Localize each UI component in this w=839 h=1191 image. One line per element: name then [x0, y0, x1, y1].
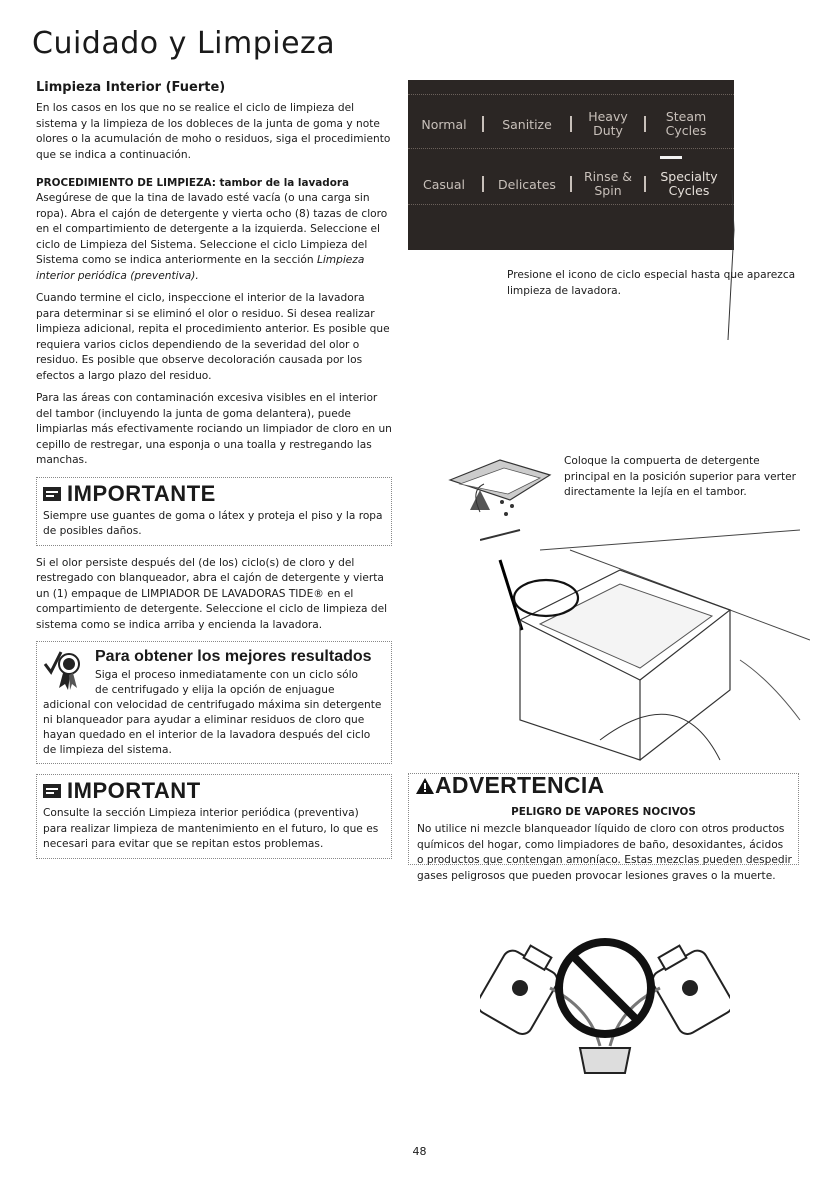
cycle-casual: Casual	[423, 177, 465, 192]
intro-paragraph: En los casos en los que no se realice el ciclo de limpieza del sistema y la limpieza de los dobleces de la junta de goma y note olores o la acumulación de moho o residuos, siga el procedimiento que se indica a continuación.	[36, 102, 391, 161]
cycle-separator	[482, 116, 484, 132]
warning-subtitle: PELIGRO DE VAPORES NOCIVOS	[511, 806, 696, 818]
best-line-2: de centrifugado y elija la opción de enjuague	[95, 684, 335, 696]
cycle-delicates: Delicates	[498, 177, 556, 192]
procedure-paragraph	[36, 191, 392, 284]
best-line-1: Siga el proceso inmediatamente con un ciclo sólo	[95, 669, 359, 681]
cycle-separator	[644, 176, 646, 192]
important-label-2: IMPORTANT	[67, 778, 201, 803]
panel-dotted-line	[408, 148, 734, 151]
page-number: 48	[412, 1145, 427, 1158]
cycle-sanitize: Sanitize	[502, 117, 552, 132]
important-label-1: IMPORTANTE	[67, 480, 216, 506]
important-header-2	[43, 778, 385, 804]
page-title: Cuidado y Limpieza	[32, 26, 336, 61]
panel-caption: Presione el icono de ciclo especial hasta que aparezca limpieza de lavadora.	[507, 269, 796, 297]
after-cycle-paragraph: Cuando termine el ciclo, inspeccione el interior de la lavadora para determinar si se eliminó el olor o residuo. Si desea realizar limpieza adicional, repita el procedimiento anterior. Es posible que requiera varios ciclos dependiendo de la severidad del olor o residuo. Es posible que observe decoloración causada por los efectos a largo plazo del residuo.	[36, 292, 390, 382]
section-heading: Limpieza Interior (Fuerte)	[36, 80, 226, 95]
panel-dotted-line	[408, 94, 734, 97]
cycle-separator	[570, 116, 572, 132]
important-text-2: Consulte la sección Limpieza interior periódica (preventiva) para realizar limpieza de mantenimiento en el futuro, lo que es necesari para evitar que se repitan estos problemas.	[43, 807, 379, 850]
warning-title-text: ADVERTENCIA	[435, 772, 605, 798]
warning-triangle-icon	[415, 777, 435, 795]
award-rosette-icon	[43, 646, 87, 692]
cycle-specialty: Specialty Cycles	[660, 169, 718, 198]
important-box-2	[36, 774, 392, 859]
procedure-reference: Limpieza interior periódica (preventiva).	[36, 254, 365, 282]
indicator-light	[660, 156, 682, 159]
procedure-heading: PROCEDIMIENTO DE LIMPIEZA: tambor de la lavadora	[36, 177, 349, 189]
cycle-separator	[644, 116, 646, 132]
important-text-1: Siempre use guantes de goma o látex y proteja el piso y la ropa de posibles daños.	[43, 509, 383, 537]
cycle-steam: Steam Cycles	[665, 109, 707, 138]
pointing-hand-icon	[43, 487, 61, 501]
left-column	[36, 80, 392, 869]
dispenser-flap-icon	[440, 450, 558, 530]
best-results-box	[36, 641, 392, 764]
cycle-heavy-duty: Heavy Duty	[588, 109, 628, 138]
cycle-normal: Normal	[421, 117, 467, 132]
no-mixing-chemicals-icon	[480, 928, 730, 1078]
warning-title	[415, 772, 604, 799]
best-rest: adicional con velocidad de centrifugado máxima sin detergente ni blanqueador para ayudar a eliminar residuos de cloro que hayan quedado en el interior de la lavadora después del ciclo de limpieza del sistema.	[43, 699, 382, 756]
dispenser-caption: Coloque la compuerta de detergente principal en la posición superior para verter directamente la lejía en el tambor.	[564, 455, 797, 498]
detergent-drawer-image	[480, 520, 810, 770]
odor-persists-paragraph: Si el olor persiste después del (de los) ciclo(s) de cloro y del restregado con blanqueador, abra el cajón de detergente y vierta un (1) empaque de LIMPIADOR DE LAVADORAS TIDE® en el compartimiento de detergente. Seleccione el ciclo de limpieza del sistema como se indica arriba y encienda la lavadora.	[36, 556, 388, 631]
warning-text: No utilice ni mezcle blanqueador líquido de cloro con otros productos químicos del hogar, como limpiadores de baño, desoxidantes, ácidos o productos que contengan amoníaco. Estas mezclas pueden despedir gases peligrosos que pueden provocar lesiones graves o la muerte.	[417, 823, 792, 882]
procedure-text: Asegúrese de que la tina de lavado esté vacía (o una carga sin ropa). Abra el cajón de detergente y vierta ocho (8) tazas de cloro en el compartimiento de detergente a la izquierda. Seleccione el ciclo de Limpieza del Sistema. Seleccione el ciclo Limpieza del Sistema como se indica anteriormente en la sección	[36, 192, 388, 266]
cycle-rinse-spin: Rinse & Spin	[583, 169, 632, 198]
important-header-1	[43, 481, 385, 507]
best-results-title: Para obtener los mejores resultados	[95, 648, 372, 665]
best-results-text	[43, 668, 385, 758]
pointing-hand-icon	[43, 784, 61, 798]
panel-dotted-line	[408, 204, 734, 207]
important-box-1	[36, 477, 392, 546]
control-panel-image	[408, 80, 734, 250]
cycle-separator	[570, 176, 572, 192]
cycle-separator	[482, 176, 484, 192]
warning-box	[408, 772, 799, 882]
heavy-areas-paragraph: Para las áreas con contaminación excesiva visibles en el interior del tambor (incluyendo la junta de goma delantera), puede limpiarlas más efectivamente rociando un limpiador de cloro en un cepillo de restregar, una esponja o una toalla y restregando las manchas.	[36, 392, 392, 466]
